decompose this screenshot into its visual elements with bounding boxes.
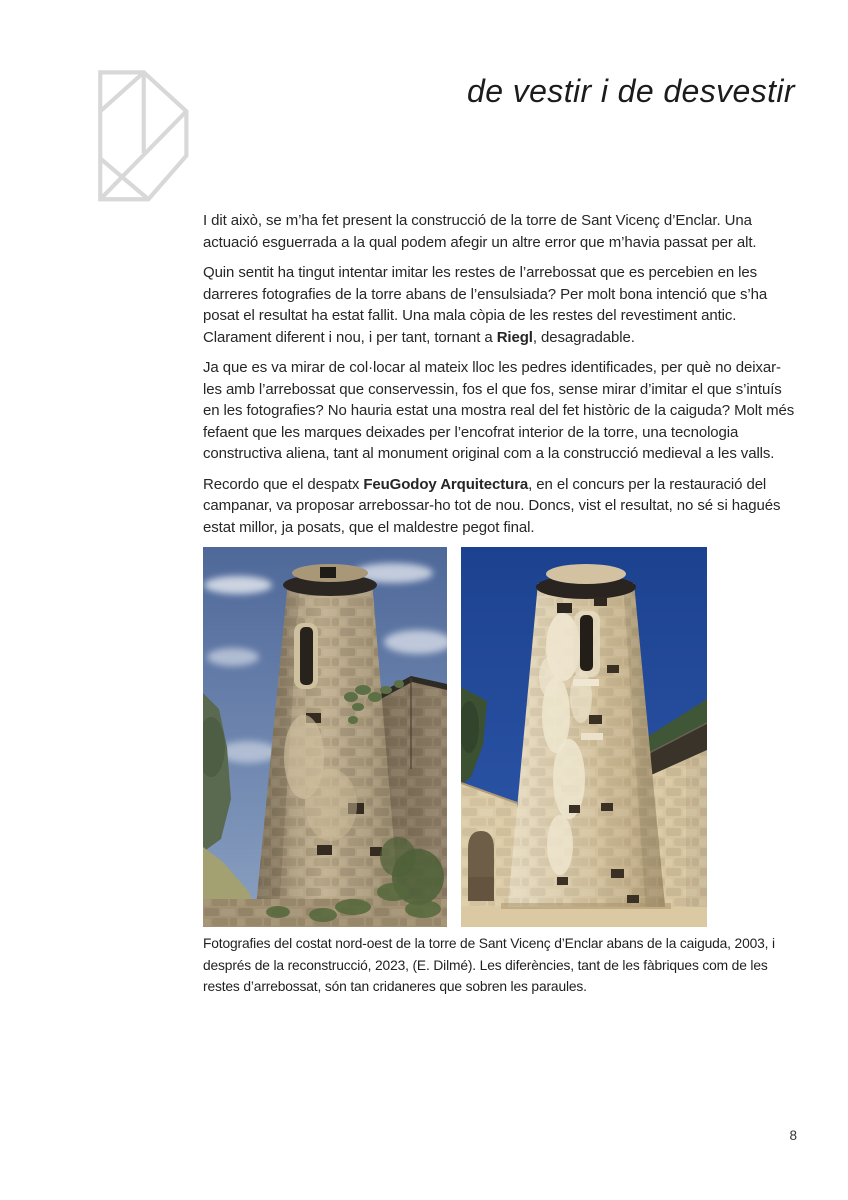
bold-term: FeuGodoy Arquitectura [363,475,529,493]
paragraph-text: , desagradable. [532,328,635,346]
paragraph [203,474,795,539]
page-number: 8 [789,1128,797,1143]
page-title: de vestir i de desvestir [467,73,795,109]
paragraph [203,357,795,465]
photos-row [203,547,795,927]
paragraph-text: Quin sentit ha tingut intentar imitar les restes de l’arrebossat que es percebien en les darreres fotografies de la torre abans de l’ensulsiada? Per molt bona intenció que s’ha posat el resultat ha estat fallit. Una mala còpia de les restes del revestiment antic. Clarament diferent i nou, i per tant, tornant a [203,264,768,346]
bold-term: Riegl [496,328,533,346]
photo-caption: Fotografies del costat nord-oest de la torre de Sant Vicenç d’Enclar abans de la caiguda, 2003, i després de la reconstrucció, 2023, (E. Dilmé). Les diferències, tant de les fàbriques com de les restes d’arrebossat, són tan cridaneres que sobren les paraules. [203,936,775,994]
photo-figure [203,547,795,998]
paragraph-text: , en el concurs per la restauració del campanar, va proposar arrebossar-ho tot de nou. Doncs, vist el resultat, no sé si hagués estat millor, ja posats, que el maldestre pegot final. [203,475,781,536]
paragraph-text: Ja que es va mirar de col·locar al mateix lloc les pedres identificades, per què no deixar-les amb l’arrebossat que conservessin, fos el que fos, sense mirar d’imitar el que s’intuís en les fotografies? No hauria estat una mostra real del fet històric de la caiguda? Molt més fefaent que les marques deixades per l’encofrat interior de la torre, una tecnologia constructiva aliena, tant al monument original com a la construcció medieval a les valls. [203,359,795,462]
article-body [203,210,795,998]
paragraph-text: Recordo que el despatx [203,475,364,493]
paragraph-text: I dit això, se m’ha fet present la construcció de la torre de Sant Vicenç d’Enclar. Una actuació esguerrada a la qual podem afegir un altre error que m’havia passat per alt. [203,212,757,251]
paragraph [203,210,795,253]
paragraph [203,262,795,348]
geometric-d-logo-icon [91,61,191,206]
photo-tower-2003 [203,547,447,927]
publisher-logo [91,61,191,206]
photo-tower-2023 [461,547,707,927]
